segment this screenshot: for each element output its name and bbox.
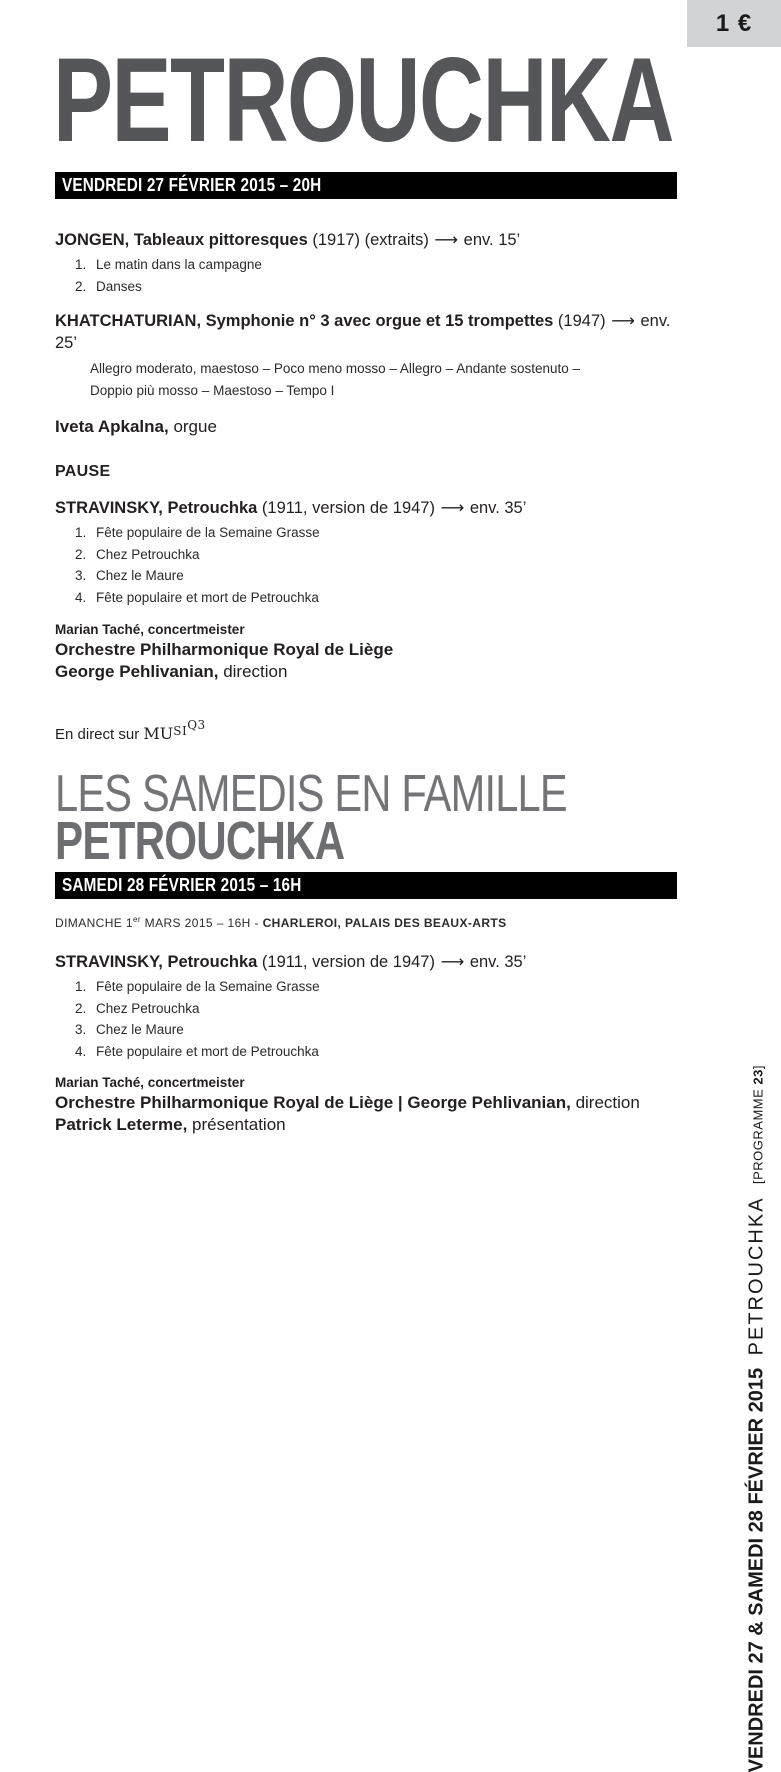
work-title: STRAVINSKY, Petrouchka [55,953,258,971]
movement-item: 3. Chez le Maure [90,565,677,587]
work-title: KHATCHATURIAN, Symphonie n° 3 avec orgue et 15 trompettes [55,312,554,330]
movement-list-jongen [55,254,677,297]
conductor-role: direction [223,662,288,681]
musiq3-logo-part: SI [173,724,188,738]
movement-item: 1. Le matin dans la campagne [90,254,677,276]
venue-name: CHARLEROI, PALAIS DES BEAUX-ARTS [262,916,507,930]
spine-programme-close: ] [750,1065,765,1070]
concertmeister-credit: Marian Taché, concertmeister [55,622,245,637]
pause-label: PAUSE [55,463,111,480]
tempo-line: Allegro moderato, maestoso – Poco meno mosso – Allegro – Andante sostenuto – [90,361,581,376]
arrow-right-icon: ⟶ [611,311,635,330]
musiq3-logo-part: MU [143,724,174,743]
work-meta: (1911, version de 1947) [261,499,435,517]
orchestra-conductor-line [55,1092,677,1114]
spine-programme-number: 23 [750,1069,765,1085]
soloist-line [55,416,677,438]
movement-item: 3. Chez le Maure [90,1019,677,1041]
spine-programme-label: [PROGRAMME [750,1084,765,1184]
movement-item: 2. Chez Petrouchka [90,544,677,566]
broadcast-text: En direct sur [55,726,140,743]
movement-item: 4. Fête populaire et mort de Petrouchka [90,587,677,609]
soloist-role: orgue [173,417,217,436]
movement-item: 1. Fête populaire de la Semaine Grasse [90,976,677,998]
orchestra-conductor-names: Orchestre Philharmonique Royal de Liège | George Pehlivanian, [55,1093,571,1112]
series-title: LES SAMEDIS EN FAMILLE [55,765,567,823]
work-title: JONGEN, Tableaux pittoresques [55,231,308,249]
soloist-name: Iveta Apkalna, [55,417,169,436]
price-badge: 1 € [687,0,781,47]
tempo-lines [55,358,677,402]
work-heading-jongen [55,229,677,251]
movement-item: 4. Fête populaire et mort de Petrouchka [90,1041,677,1063]
movement-list-stravinsky [55,522,677,608]
musiq3-logo [143,718,206,743]
movement-item: 2. Danses [90,276,677,298]
concert2-date-bar [55,872,677,899]
ordinal-sup: er [133,915,141,924]
work-duration: env. 35’ [469,953,527,971]
broadcast-line [55,713,677,747]
presenter-line [55,1114,677,1136]
work-meta: (1917) (extraits) [312,231,429,249]
series-subtitle: PETROUCHKA [55,811,345,871]
spine-text [744,1065,770,1772]
work-heading-stravinsky [55,497,677,519]
conductor-name: George Pehlivanian, [55,662,219,681]
work-meta: (1911, version de 1947) [261,953,435,971]
work-duration: env. 15’ [463,231,521,249]
extra-date-text: DIMANCHE 1 [55,916,134,930]
concert1-date-bar [55,172,677,199]
work-duration: env. 25’ [55,312,671,352]
presenter-role: présentation [192,1115,286,1134]
work-title: STRAVINSKY, Petrouchka [55,499,258,517]
spine-dates: VENDREDI 27 & SAMEDI 28 FÉVRIER 2015 [745,1367,767,1772]
movement-item: 2. Chez Petrouchka [90,998,677,1020]
movement-list-stravinsky-2 [55,976,677,1062]
movement-item: 1. Fête populaire de la Semaine Grasse [90,522,677,544]
arrow-right-icon: ⟶ [434,230,459,249]
work-heading-stravinsky-2 [55,951,677,973]
spine-programme [750,1065,765,1184]
extra-date-rest: MARS 2015 – 16H - [140,916,263,930]
work-heading-khatchaturian [55,310,677,354]
work-duration: env. 35’ [469,499,527,517]
tempo-line: Doppio più mosso – Maestoso – Tempo I [90,383,335,398]
orchestra-name: Orchestre Philharmonique Royal de Liège [55,640,394,659]
programme-content [55,172,677,1136]
presenter-name: Patrick Leterme, [55,1115,188,1134]
concert2-date-text: SAMEDI 28 FÉVRIER 2015 – 16H [62,875,302,895]
spine-title: PETROUCHKA [745,1196,767,1356]
musiq3-logo-part: Q3 [187,718,206,732]
conductor-role: direction [575,1093,640,1112]
arrow-right-icon: ⟶ [440,498,465,517]
extra-date-line [55,912,677,931]
conductor-line [55,661,677,683]
arrow-right-icon: ⟶ [440,952,465,971]
concert1-date-text: VENDREDI 27 FÉVRIER 2015 – 20H [62,175,322,195]
concertmeister-credit-2: Marian Taché, concertmeister [55,1075,245,1090]
page-title: PETROUCHKA [53,33,674,167]
work-meta: (1947) [557,312,606,330]
